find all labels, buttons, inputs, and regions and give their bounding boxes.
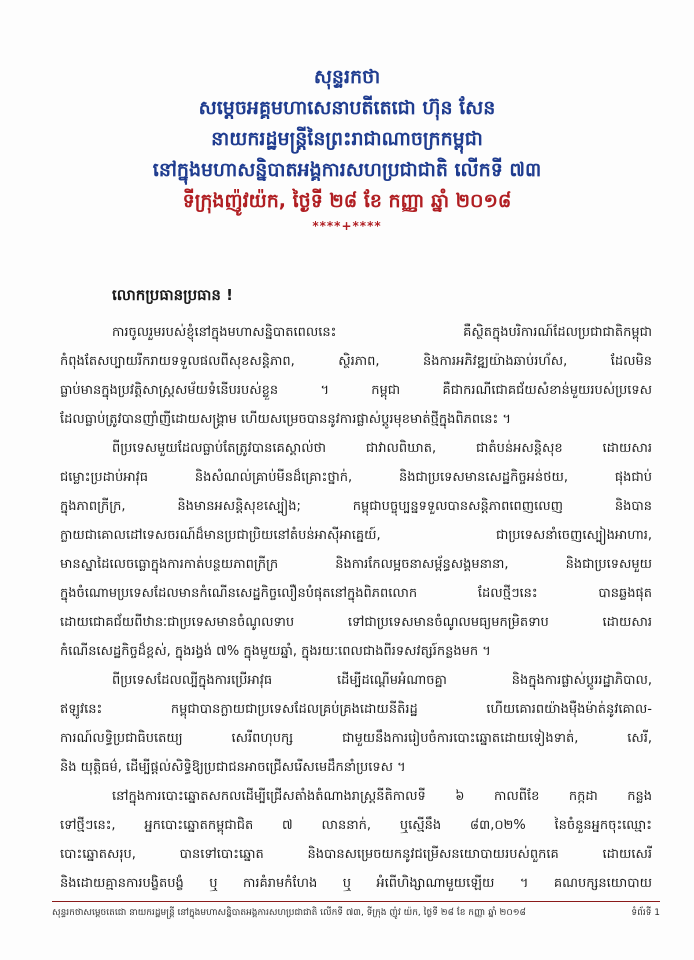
body-line: ដោយជោគជ័យពីឋានៈជាប្រទេសមានចំណូលទាប ទៅជាប្រទេសមានចំណូលមធ្យមកម្រិតទាប ដោយសារ	[60, 615, 652, 630]
body-line: នៅក្នុងការបោះឆ្នោតសកលដើម្បីជ្រើសតាំងតំណាងរាស្ត្រនីតិកាលទី ៦ កាលពីខែ កក្កដា កន្លង	[112, 789, 652, 804]
speech-header	[0, 62, 694, 235]
body-line: ជម្លោះប្រដាប់អាវុធ និងសំណល់គ្រាប់មីនដ៏គ្រោះថ្នាក់, និងជាប្រទេសមានសេដ្ឋកិច្ចអន់ថយ, ផុងជាប់	[60, 470, 652, 485]
body-line: ឥឡូវនេះ កម្ពុជាបានក្លាយជាប្រទេសដែលគ្រប់គ្រងដោយនីតិរដ្ឋ ហើយគោរពយ៉ាងម៉ឺងម៉ាត់នូវគោល-	[60, 702, 652, 717]
body-line: និង យុត្តិធម៌, ដើម្បីផ្តល់សិទ្ធិឱ្យប្រជាជនអាចជ្រើសរើសមេដឹកនាំប្រទេស ។	[60, 760, 406, 775]
speaker-position: នាយករដ្ឋមន្ត្រីនៃព្រះរាជាណាចក្រកម្ពុជា	[211, 128, 483, 150]
salutation: លោកប្រធានប្រធាន !	[112, 286, 233, 304]
footer-divider	[52, 901, 660, 902]
body-line: ពីប្រទេសមួយដែលធ្លាប់តែត្រូវបានគេស្គាល់ថា ជាវាលពិឃាត, ជាតំបន់អសន្តិសុខ ដោយសារ	[112, 441, 652, 456]
speech-title: សុន្ទរកថា	[313, 66, 381, 88]
event-name: នៅក្នុងមហាសន្និបាតអង្គការសហប្រជាជាតិ លើកទី ៧៣	[152, 159, 542, 181]
body-line: ក្នុងភាពក្រីក្រ, និងមានអសន្តិសុខស្បៀង; កម្ពុជាបច្ចុប្បន្នទទួលបានសន្តិភាពពេញលេញ និងបាន	[60, 499, 652, 514]
place-and-date: ទីក្រុងញ៉ូវយ៉ក, ថ្ងៃទី ២៨ ខែ កញ្ញា ឆ្នាំ ២០១៨	[182, 190, 512, 212]
body-line: ក្នុងចំណោមប្រទេសដែលមានកំណើនសេដ្ឋកិច្ចលឿនបំផុតនៅក្នុងពិភពលោក ដែលថ្មីៗនេះ បានឆ្លងផុត	[60, 586, 652, 601]
header-divider: ****+****	[312, 219, 382, 233]
body-line: កំពុងតែសប្បាយរីករាយទទួលផលពីសុខសន្តិភាព, ស្ថិរភាព, និងការអភិវឌ្ឍយ៉ាងឆាប់រហ័ស, ដែលមិន	[60, 354, 652, 369]
body-line: ពីប្រទេសដែលល្បីក្នុងការប្រើអាវុធ ដើម្បីដណ្តើមអំណាចគ្នា និងក្នុងការផ្លាស់ប្តូររដ្ឋាភិបាល,	[112, 673, 652, 688]
body-line: បោះឆ្នោតសរុប, បានទៅបោះឆ្នោត និងបានសម្រេចយកនូវជម្រើសនយោបាយរបស់ពួកគេ ដោយសេរី	[60, 847, 652, 862]
speech-body	[60, 318, 652, 898]
body-line: ការណ៍លទ្ធិប្រជាធិបតេយ្យ សេរីពហុបក្ស ជាមួយនឹងការរៀបចំការបោះឆ្នោតដោយទៀងទាត់, សេរី,	[60, 731, 652, 746]
body-line: ដែលធ្លាប់ត្រូវបានញាំញីដោយសង្គ្រាម ហើយសម្រេចបាននូវការផ្លាស់ប្តូរមុខមាត់ថ្មីក្នុងពិភពនេះ ។	[60, 412, 511, 427]
page-number: ទំព័រទី 1	[631, 908, 660, 918]
body-line: និងដោយគ្មានការបង្ខិតបង្ខំ ឬ ការគំរាមកំហែង ឬ អំពើហិង្សាណាមួយឡើយ ។ គណបក្សនយោបាយ	[60, 876, 652, 891]
body-line: កំណើនសេដ្ឋកិច្ចដ៏ខ្ពស់, ក្នុងរង្វង់ ៧% ក្នុងមួយឆ្នាំ, ក្នុងរយៈពេលជាងពីរទសវត្សរ៍កន្លងមក ។	[60, 644, 491, 659]
body-line: ការចូលរួមរបស់ខ្ញុំនៅក្នុងមហាសន្និបាតពេលនេះ គឺស្ថិតក្នុងបរិការណ៍ដែលប្រជាជាតិកម្ពុជា	[112, 325, 652, 340]
body-line: ធ្លាប់មានក្នុងប្រវត្តិសាស្ត្រសម័យទំនើបរបស់ខ្លួន ។ កម្ពុជា គឺជាករណីជោគជ័យសំខាន់មួយរបស់ប្រទេស	[60, 383, 652, 398]
page-footer	[52, 907, 660, 920]
speaker-name: សម្តេចអគ្គមហាសេនាបតីតេជោ ហ៊ុន សែន	[198, 97, 496, 119]
body-line: ទៅថ្មីៗនេះ, អ្នកបោះឆ្នោតកម្ពុជាជិត ៧ លាននាក់, ឬស្មើនឹង ៨៣,០២% នៃចំនួនអ្នកចុះឈ្មោះ	[60, 818, 652, 833]
body-line: មានស្នាដៃលេចធ្លោក្នុងការកាត់បន្ថយភាពក្រីក្រ និងការកែលម្អចនាសម្ព័ន្ធសង្គមនានា, និងជាប្រទេសមួយ	[60, 557, 652, 572]
footer-caption: សុន្ទរកថាសម្តេចតេជោ នាយករដ្ឋមន្ត្រី នៅក្នុងមហាសន្និបាតអង្គការសហប្រជាជាតិ លើកទី ៧៣, ទីក្រុង ញ៉ូវ យ៉ក, ថ្ងៃទី ២៨ ខែ កញ្ញា ឆ្នាំ ២០១៨	[52, 908, 526, 918]
body-line: ក្លាយជាគោលដៅទេសចរណ៍ដ៏មានប្រជាប្រិយនៅតំបន់អាស៊ីអាគ្នេយ៍, ជាប្រទេសនាំចេញស្បៀងអាហារ,	[60, 528, 652, 543]
